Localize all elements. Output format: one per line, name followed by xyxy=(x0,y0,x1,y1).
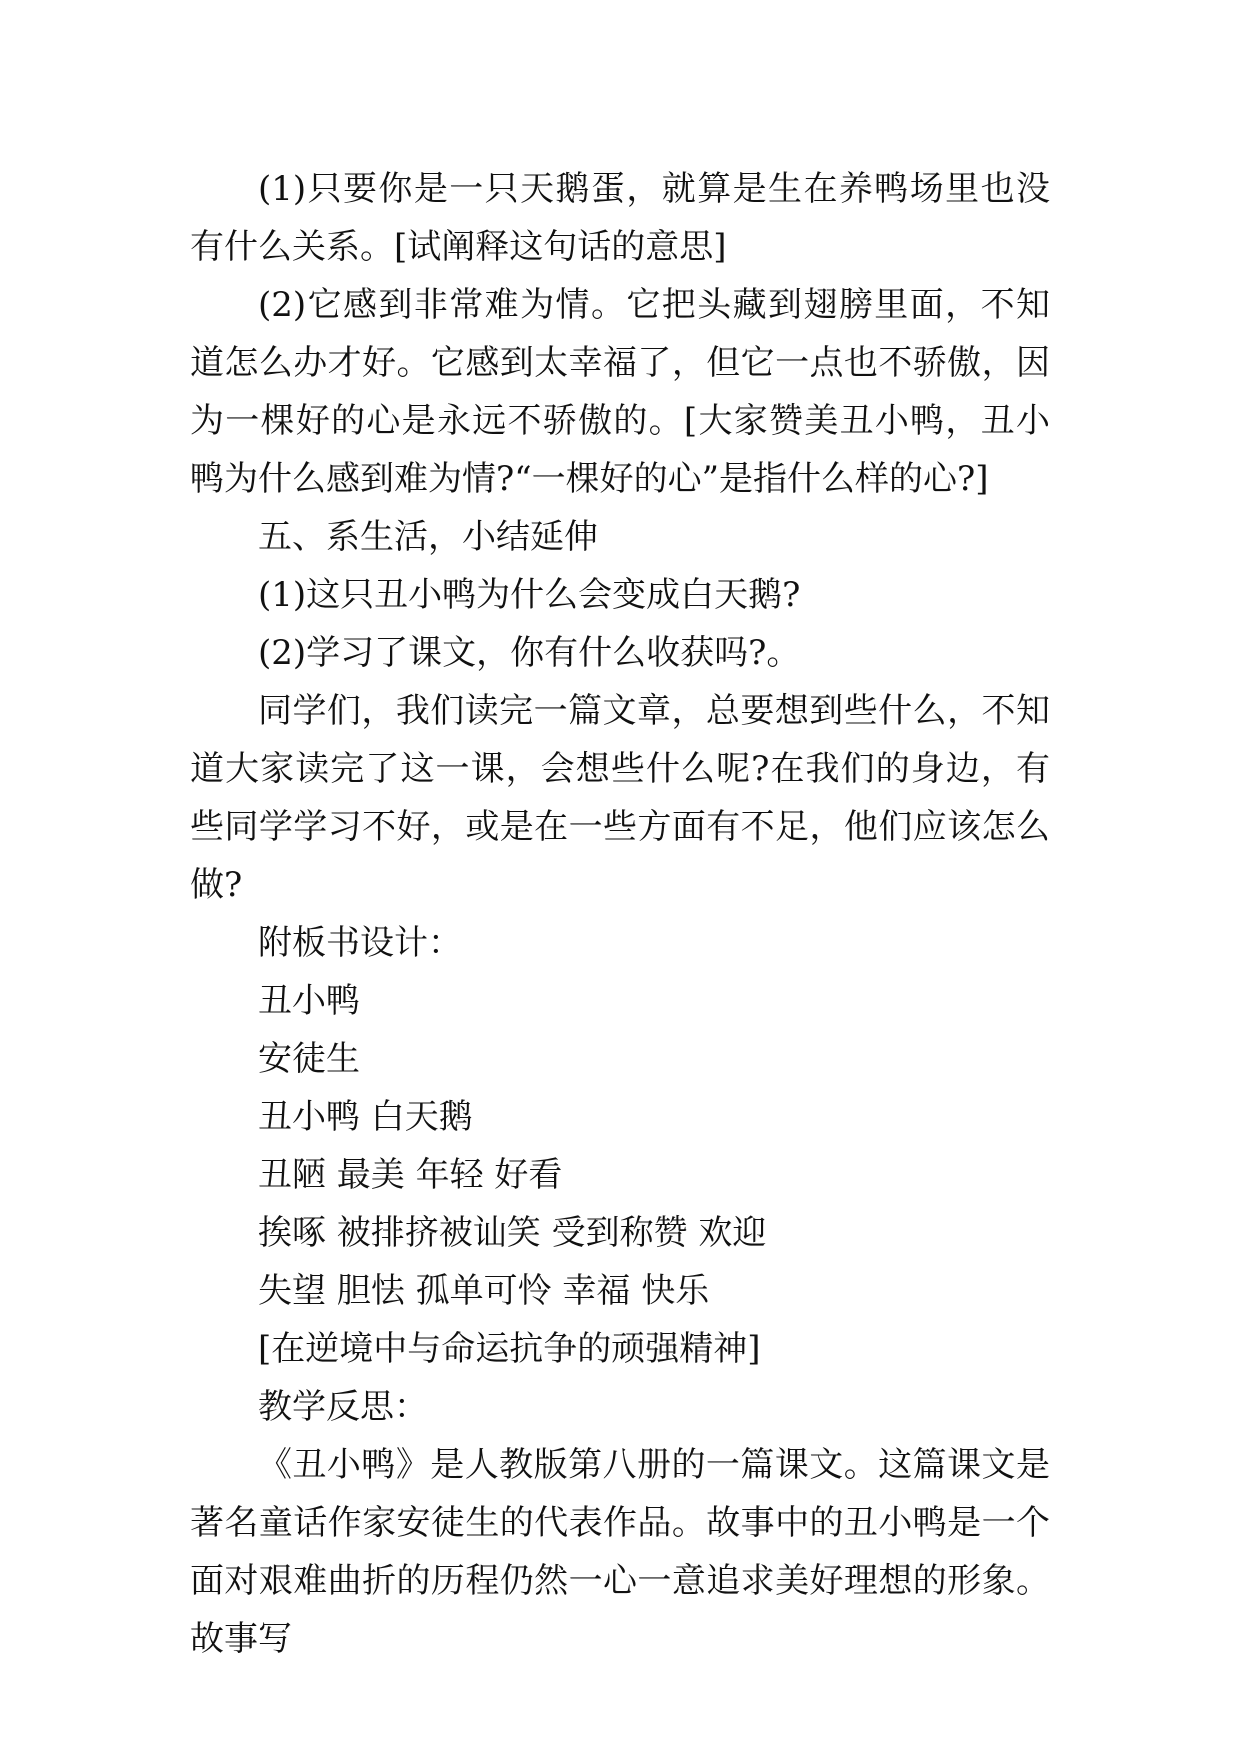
blackboard-line-appearance: 丑陋 最美 年轻 好看 xyxy=(258,1155,563,1195)
blackboard-line-treatment: 挨啄 被排挤被讪笑 受到称赞 欢迎 xyxy=(258,1213,767,1253)
reflection-paragraph: 《丑小鸭》是人教版第八册的一篇课文。这篇课文是著名童话作家安徒生的代表作品。故事中的丑小鸭是一个面对艰难曲折的历程仍然一心一意追求美好理想的形象。故事写 xyxy=(190,1445,1050,1659)
section-heading-summary: 五、系生活，小结延伸 xyxy=(258,517,598,557)
blackboard-line-title: 丑小鸭 xyxy=(258,981,360,1021)
paragraph-explain-sentence-2: (2)它感到非常难为情。它把头藏到翅膀里面，不知道怎么办才好。它感到太幸福了，但它一点也不骄傲，因为一棵好的心是永远不骄傲的。[大家赞美丑小鸭，丑小鸭为什么感到难为情?“一棵好的心”是指什么样的心?] xyxy=(190,285,1050,499)
paragraph-question-2: (2)学习了课文，你有什么收获吗?。 xyxy=(258,633,801,673)
blackboard-line-contrast: 丑小鸭 白天鹅 xyxy=(258,1097,473,1137)
paragraph-explain-sentence-1: (1)只要你是一只天鹅蛋，就算是生在养鸭场里也没有什么关系。[试阐释这句话的意思] xyxy=(190,169,1050,267)
blackboard-line-theme: [在逆境中与命运抗争的顽强精神] xyxy=(258,1329,761,1369)
paragraph-question-1: (1)这只丑小鸭为什么会变成白天鹅? xyxy=(258,575,801,615)
reflection-heading: 教学反思： xyxy=(258,1387,428,1427)
blackboard-line-author: 安徒生 xyxy=(258,1039,360,1079)
blackboard-line-feelings: 失望 胆怯 孤单可怜 幸福 快乐 xyxy=(258,1271,710,1311)
blackboard-design-heading: 附板书设计： xyxy=(258,923,462,963)
document-body xyxy=(190,160,1050,1668)
paragraph-class-discussion: 同学们，我们读完一篇文章，总要想到些什么，不知道大家读完了这一课，会想些什么呢?在我们的身边，有些同学学习不好，或是在一些方面有不足，他们应该怎么做? xyxy=(190,691,1050,905)
